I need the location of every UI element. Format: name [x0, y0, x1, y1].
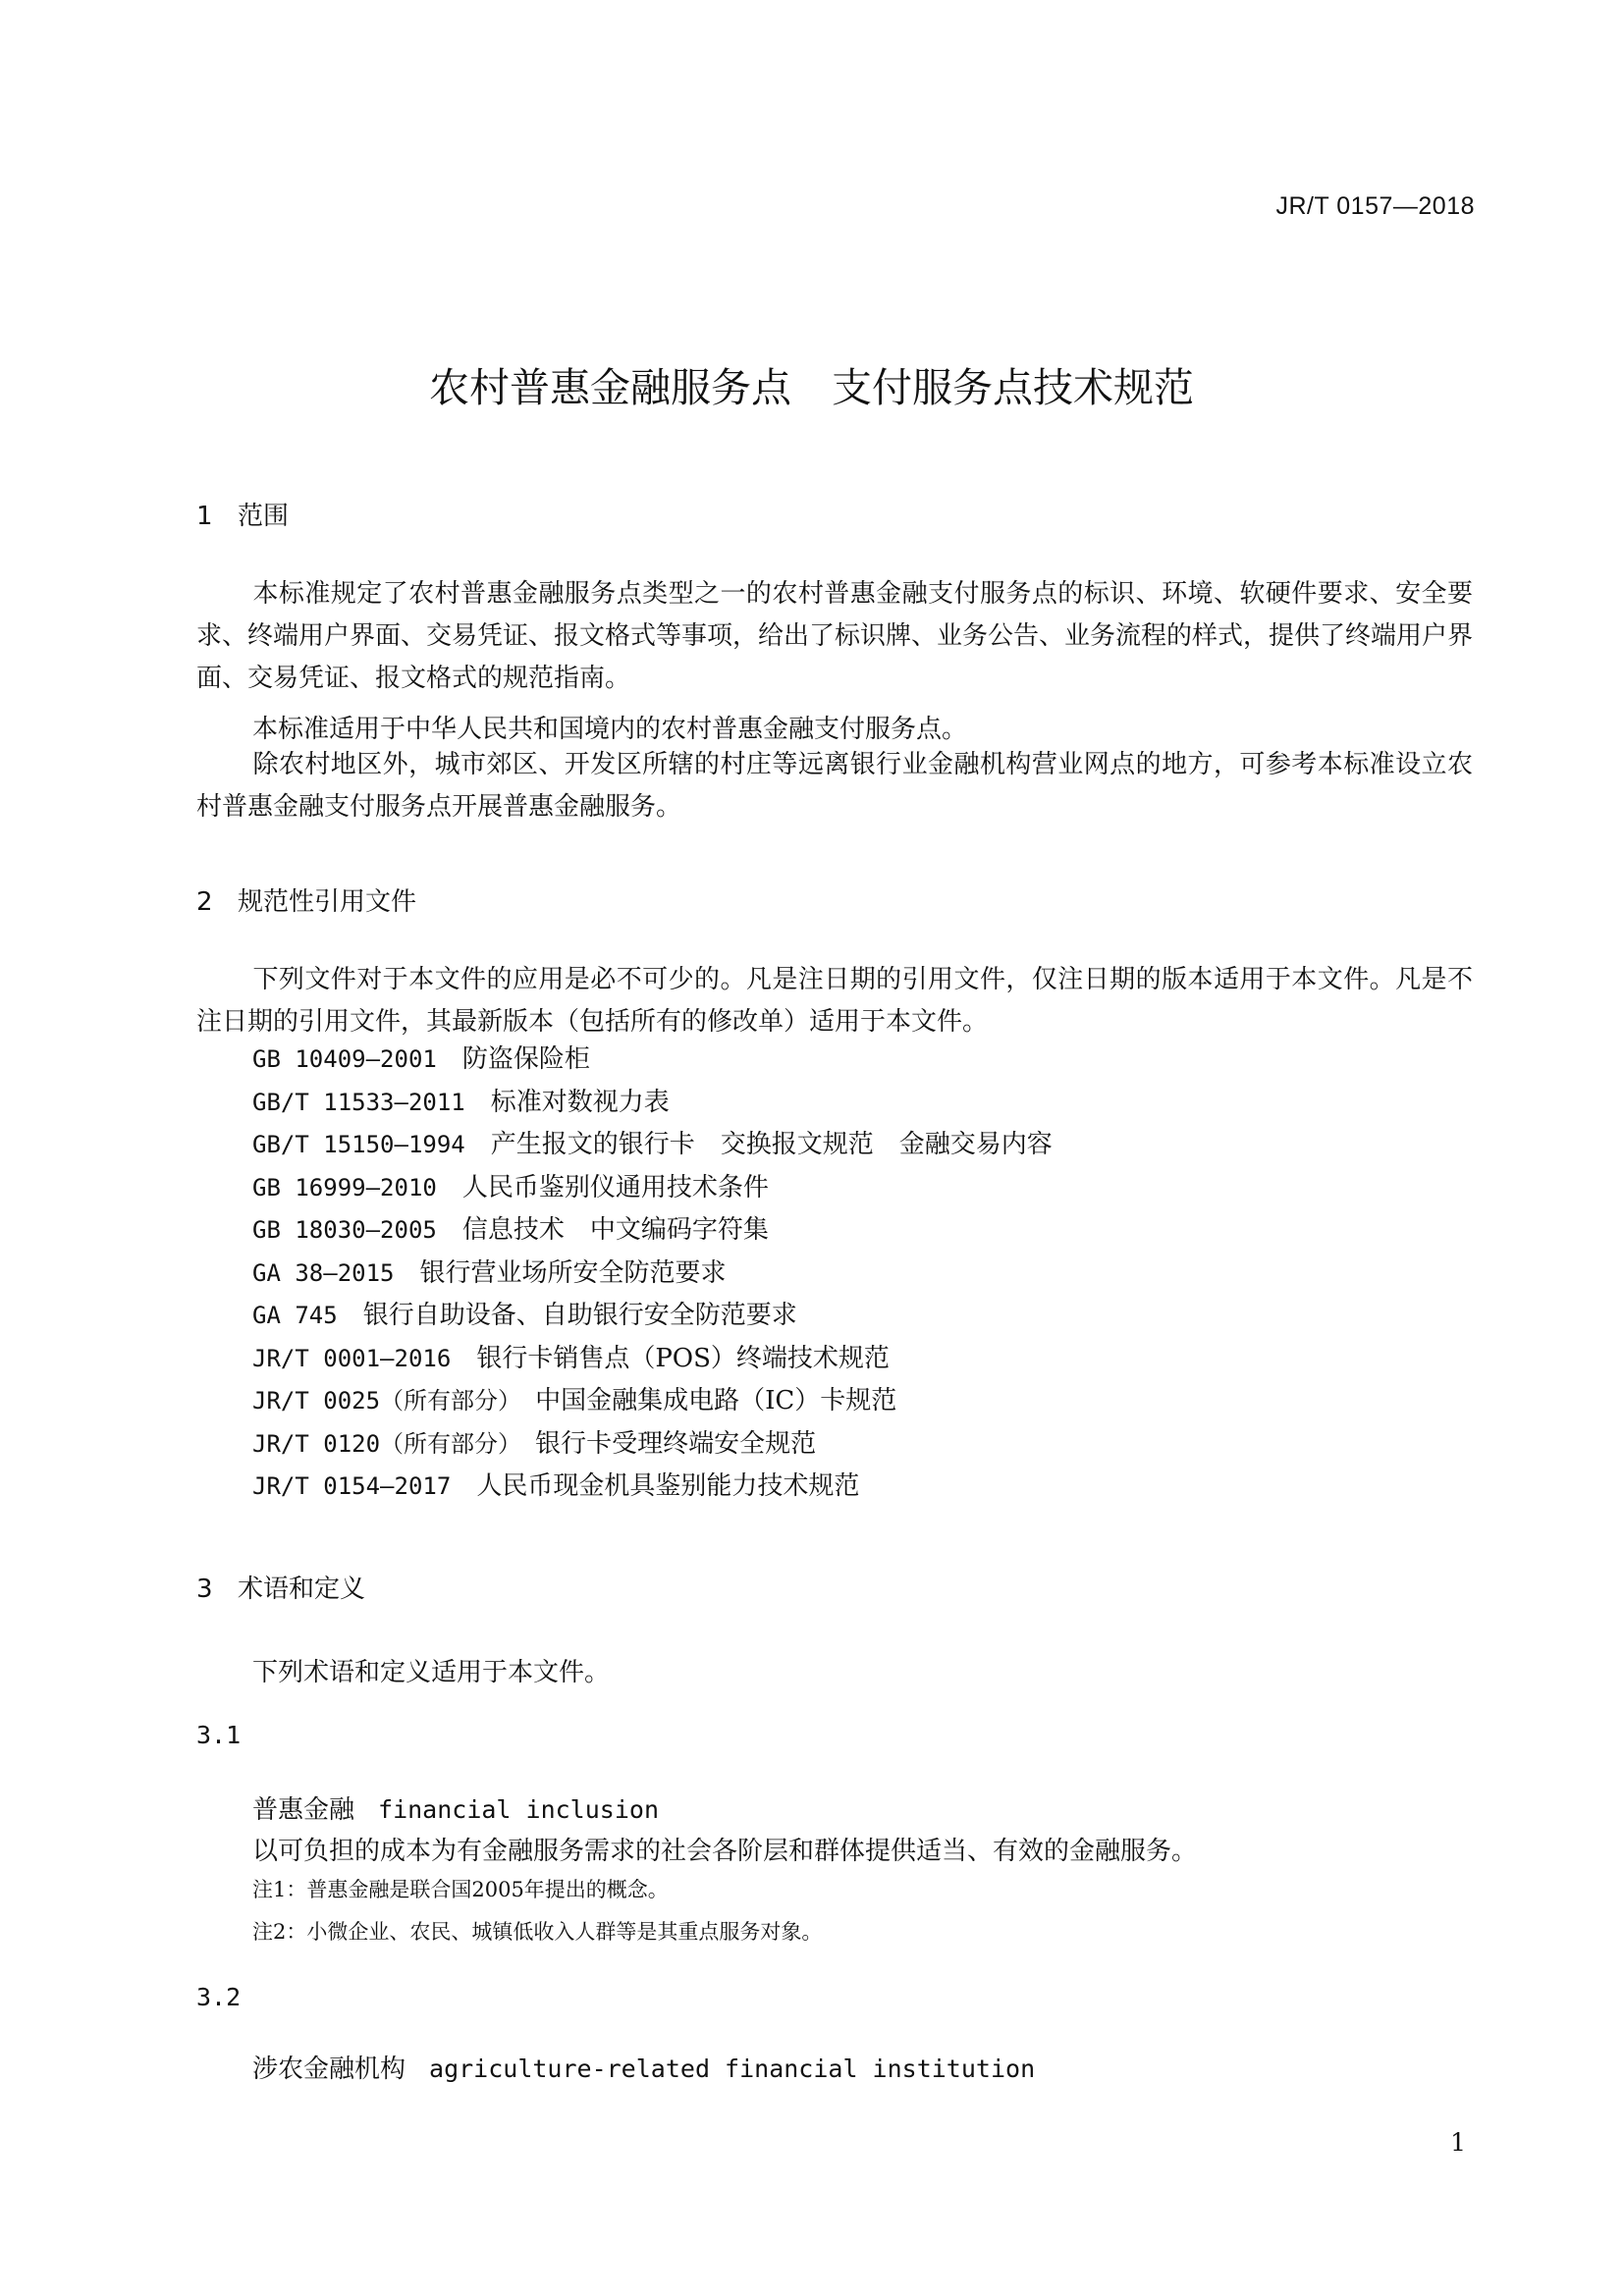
reference-code: GB 10409—2001: [252, 1045, 437, 1073]
section-number: 1: [196, 502, 213, 531]
reference-code: GB 18030—2005: [252, 1216, 437, 1244]
term-entry: [252, 2049, 1035, 2085]
reference-title: 银行卡受理终端安全规范: [535, 1428, 817, 1459]
normative-references-list: [252, 1039, 1053, 1509]
reference-item: [252, 1209, 1053, 1253]
document-code: JR/T 0157—2018: [1275, 192, 1475, 220]
reference-code: JR/T 0001—2016: [252, 1344, 452, 1372]
section-title: 范围: [238, 502, 290, 531]
reference-title: 人民币现金机具鉴别能力技术规范: [476, 1471, 860, 1501]
page-number: 1: [1450, 2128, 1466, 2157]
clause-number: 3.1: [196, 1721, 242, 1749]
section-number: 2: [196, 887, 213, 917]
reference-title: 产生报文的银行卡 交换报文规范 金融交易内容: [490, 1130, 1053, 1159]
reference-code: GB/T 11533—2011: [252, 1088, 465, 1116]
term-en: agriculture-related financial institution: [429, 2055, 1036, 2083]
reference-item: [252, 1167, 1053, 1210]
reference-code: JR/T 0120（所有部分）: [252, 1429, 511, 1458]
terms-intro: 下列术语和定义适用于本文件。: [252, 1658, 611, 1687]
reference-title: 银行营业场所安全防范要求: [419, 1257, 727, 1288]
section-number: 3: [196, 1575, 213, 1604]
reference-code: GB 16999—2010: [252, 1173, 437, 1201]
term-entry: [252, 1789, 659, 1826]
section-title: 术语和定义: [238, 1575, 366, 1604]
term-en: financial inclusion: [378, 1795, 659, 1824]
document-title: 农村普惠金融服务点 支付服务点技术规范: [429, 364, 1194, 411]
reference-item: [252, 1124, 1053, 1167]
term-zh: 涉农金融机构: [252, 2055, 406, 2084]
reference-item: [252, 1338, 1053, 1381]
section-1-heading: [196, 496, 289, 532]
reference-item: [252, 1295, 1053, 1338]
reference-item: [252, 1039, 1053, 1082]
reference-title: 标准对数视力表: [490, 1087, 670, 1117]
term-note: 注2：小微企业、农民、城镇低收入人群等是其重点服务对象。: [252, 1920, 823, 1944]
reference-code: JR/T 0154—2017: [252, 1472, 452, 1500]
references-intro: 下列文件对于本文件的应用是必不可少的。凡是注日期的引用文件，仅注日期的版本适用于本文件。凡是不注日期的引用文件，其最新版本（包括所有的修改单）适用于本文件。: [196, 965, 1473, 1037]
term-definition: 以可负担的成本为有金融服务需求的社会各阶层和群体提供适当、有效的金融服务。: [252, 1837, 1198, 1866]
clause-number: 3.2: [196, 1983, 242, 2011]
term-zh: 普惠金融: [252, 1795, 355, 1825]
scope-applicability: 本标准适用于中华人民共和国境内的农村普惠金融支付服务点。: [252, 715, 968, 744]
reference-item: [252, 1082, 1053, 1125]
reference-code: GB/T 15150—1994: [252, 1131, 465, 1158]
reference-title: 银行卡销售点（POS）终端技术规范: [476, 1343, 890, 1373]
reference-title: 信息技术 中文编码字符集: [461, 1215, 769, 1245]
reference-code: JR/T 0025（所有部分）: [252, 1387, 511, 1415]
reference-title: 防盗保险柜: [461, 1044, 590, 1074]
reference-item: [252, 1466, 1053, 1509]
reference-title: 银行自助设备、自助银行安全防范要求: [362, 1301, 797, 1330]
section-3-heading: [196, 1569, 365, 1605]
reference-item: [252, 1380, 1053, 1423]
reference-code: GA 38—2015: [252, 1258, 395, 1287]
section-title: 规范性引用文件: [238, 887, 417, 917]
reference-code: GA 745: [252, 1302, 338, 1329]
scope-extension-paragraph: 除农村地区外，城市郊区、开发区所辖的村庄等远离银行业金融机构营业网点的地方，可参考本标准设立农村普惠金融支付服务点开展普惠金融服务。: [196, 750, 1473, 822]
reference-title: 中国金融集成电路（IC）卡规范: [535, 1386, 897, 1415]
reference-item: [252, 1253, 1053, 1296]
reference-title: 人民币鉴别仪通用技术条件: [461, 1172, 769, 1202]
reference-item: [252, 1423, 1053, 1467]
section-2-heading: [196, 881, 416, 918]
scope-paragraph: 本标准规定了农村普惠金融服务点类型之一的农村普惠金融支付服务点的标识、环境、软硬件要求、安全要求、终端用户界面、交易凭证、报文格式等事项，给出了标识牌、业务公告、业务流程的样式，提供了终端用户界面、交易凭证、报文格式的规范指南。: [196, 579, 1474, 693]
term-note: 注1：普惠金融是联合国2005年提出的概念。: [252, 1878, 669, 1901]
